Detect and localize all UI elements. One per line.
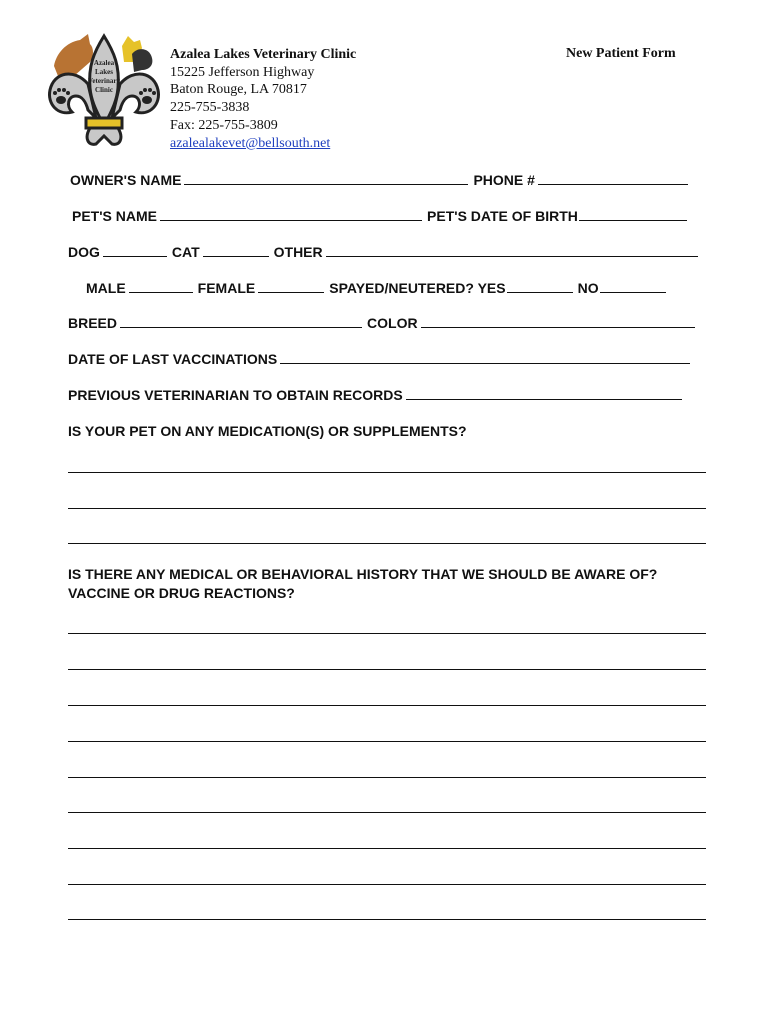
- logo-text-line4: Clinic: [95, 86, 113, 94]
- logo-text: [82, 59, 126, 95]
- medication-line[interactable]: [68, 472, 706, 473]
- history-line[interactable]: [68, 777, 706, 778]
- owner-row: [70, 172, 693, 188]
- spayed-no-field[interactable]: [600, 280, 666, 293]
- logo-text-line3: Veterinary: [87, 77, 120, 85]
- history-line[interactable]: [68, 669, 706, 670]
- logo-text-line1: Azalea: [93, 59, 115, 67]
- vaccinations-row: [68, 351, 695, 367]
- history-question-line2: VACCINE OR DRUG REACTIONS?: [68, 585, 295, 601]
- breed-field[interactable]: [120, 315, 362, 328]
- breed-label: BREED: [68, 315, 118, 331]
- clinic-name: Azalea Lakes Veterinary Clinic: [170, 47, 357, 62]
- clinic-logo: [44, 32, 164, 154]
- previous-vet-field[interactable]: [406, 387, 682, 400]
- history-line[interactable]: [68, 884, 706, 885]
- history-line[interactable]: [68, 919, 706, 920]
- previous-vet-row: [68, 387, 687, 403]
- medication-line[interactable]: [68, 543, 706, 544]
- history-question-line1: IS THERE ANY MEDICAL OR BEHAVIORAL HISTORY THAT WE SHOULD BE AWARE OF?: [68, 566, 658, 582]
- dog-label: DOG: [68, 244, 100, 260]
- medication-line[interactable]: [68, 508, 706, 509]
- other-label: OTHER: [273, 244, 323, 260]
- clinic-fax: Fax: 225-755-3809: [170, 117, 278, 133]
- female-label: FEMALE: [197, 280, 256, 296]
- dog-field[interactable]: [103, 244, 167, 257]
- history-line[interactable]: [68, 741, 706, 742]
- form-title: New Patient Form: [566, 46, 676, 61]
- history-line[interactable]: [68, 848, 706, 849]
- history-line[interactable]: [68, 705, 706, 706]
- spayed-neutered-label: SPAYED/NEUTERED? YES: [329, 280, 506, 296]
- phone-label: PHONE #: [473, 172, 535, 188]
- female-field[interactable]: [258, 280, 324, 293]
- male-field[interactable]: [129, 280, 193, 293]
- logo-text-line2: Lakes: [95, 68, 113, 76]
- phone-field[interactable]: [538, 172, 688, 185]
- clinic-email-link[interactable]: azalealakevet@bellsouth.net: [170, 135, 331, 151]
- vaccinations-label: DATE OF LAST VACCINATIONS: [68, 351, 278, 367]
- owners-name-field[interactable]: [184, 172, 468, 185]
- history-line[interactable]: [68, 633, 706, 634]
- pet-name-row: [72, 208, 692, 224]
- clinic-phone: 225-755-3838: [170, 100, 250, 116]
- breed-row: [68, 315, 700, 331]
- clinic-info: [170, 46, 356, 152]
- cat-field[interactable]: [203, 244, 269, 257]
- cat-label: CAT: [171, 244, 200, 260]
- clinic-address-line1: 15225 Jefferson Highway: [170, 64, 315, 80]
- vaccinations-field[interactable]: [280, 351, 690, 364]
- owners-name-label: OWNER'S NAME: [70, 172, 182, 188]
- color-label: COLOR: [367, 315, 418, 331]
- spayed-yes-field[interactable]: [507, 280, 573, 293]
- other-field[interactable]: [326, 244, 698, 257]
- sex-row: [86, 280, 671, 296]
- history-line[interactable]: [68, 812, 706, 813]
- color-field[interactable]: [421, 315, 695, 328]
- pets-dob-label: PET'S DATE OF BIRTH: [427, 208, 578, 224]
- dog-silhouette-icon: [132, 49, 152, 72]
- no-label: NO: [577, 280, 599, 296]
- male-label: MALE: [86, 280, 126, 296]
- medication-question: IS YOUR PET ON ANY MEDICATION(S) OR SUPPLEMENTS?: [68, 423, 467, 439]
- history-question: [68, 565, 657, 603]
- previous-vet-label: PREVIOUS VETERINARIAN TO OBTAIN RECORDS: [68, 387, 403, 403]
- pets-name-label: PET'S NAME: [72, 208, 158, 224]
- pets-name-field[interactable]: [160, 208, 422, 221]
- pets-dob-field[interactable]: [579, 208, 687, 221]
- clinic-address-line2: Baton Rouge, LA 70817: [170, 82, 307, 98]
- species-row: [68, 244, 703, 260]
